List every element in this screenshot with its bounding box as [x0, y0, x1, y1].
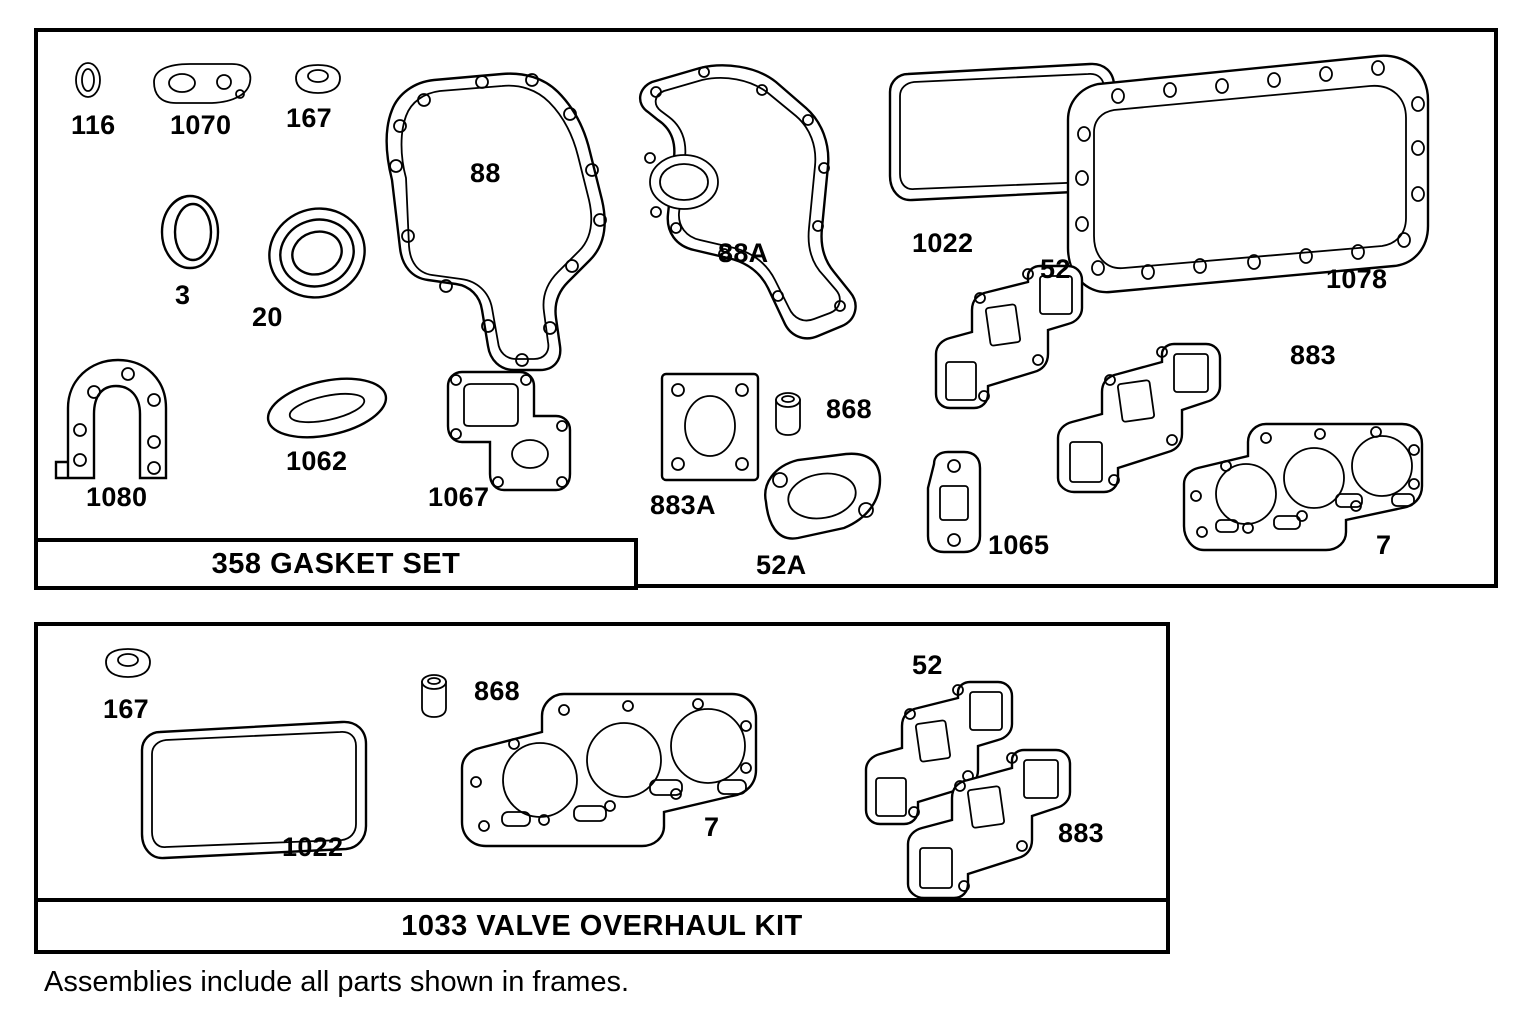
label-1065: 1065	[988, 530, 1050, 560]
part-1062-oval-gasket	[262, 368, 392, 448]
part-88A-timing-cover-gasket-a	[628, 58, 868, 368]
caption-valve-kit-text: 1033 VALVE OVERHAUL KIT	[401, 909, 803, 942]
label-52: 52	[1040, 254, 1071, 284]
part-1065-narrow-port-gasket	[920, 448, 990, 558]
part-167-small-grommet-seal-kit	[100, 646, 156, 682]
label-52A: 52A	[756, 550, 807, 580]
label-1067: 1067	[428, 482, 490, 512]
part-88-timing-cover-gasket	[362, 60, 622, 380]
label-868: 868	[826, 394, 872, 424]
label-1080: 1080	[86, 482, 148, 512]
caption-gasket-set-text: 358 GASKET SET	[211, 547, 461, 580]
label-116: 116	[71, 110, 116, 140]
label-167-kit: 167	[103, 694, 149, 724]
label-1062: 1062	[286, 446, 348, 476]
part-1078-oil-pan-gasket	[1048, 48, 1448, 298]
part-167-small-grommet-seal	[290, 62, 346, 98]
label-7-kit: 7	[704, 812, 720, 842]
part-116-o-ring-seal	[68, 58, 108, 102]
label-88: 88	[470, 158, 501, 188]
label-167: 167	[286, 103, 332, 133]
label-52-kit: 52	[912, 650, 943, 680]
part-1070-triangular-flange-gasket	[146, 60, 256, 108]
part-3-seal-ring	[152, 190, 228, 274]
part-868-valve-stem-seal	[768, 388, 808, 438]
label-883-kit: 883	[1058, 818, 1104, 848]
label-88A: 88A	[718, 238, 769, 268]
label-1070: 1070	[170, 110, 232, 140]
part-883A-rectangular-port-gasket	[656, 368, 766, 486]
label-868-kit: 868	[474, 676, 520, 706]
caption-valve-overhaul-kit	[34, 898, 1170, 954]
part-52A-oval-port-gasket	[756, 452, 886, 542]
label-883: 883	[1290, 340, 1336, 370]
footnote-text: Assemblies include all parts shown in frames.	[44, 966, 630, 998]
label-1022: 1022	[912, 228, 974, 258]
caption-gasket-set	[34, 538, 638, 590]
label-1078: 1078	[1326, 264, 1388, 294]
label-7: 7	[1376, 530, 1392, 560]
label-20: 20	[252, 302, 283, 332]
label-883A: 883A	[650, 490, 716, 520]
part-20-crankshaft-oil-seal	[262, 198, 372, 308]
label-1022-kit: 1022	[282, 832, 344, 862]
label-3: 3	[175, 280, 191, 310]
part-1080-rear-main-bearing-gasket	[54, 352, 174, 482]
